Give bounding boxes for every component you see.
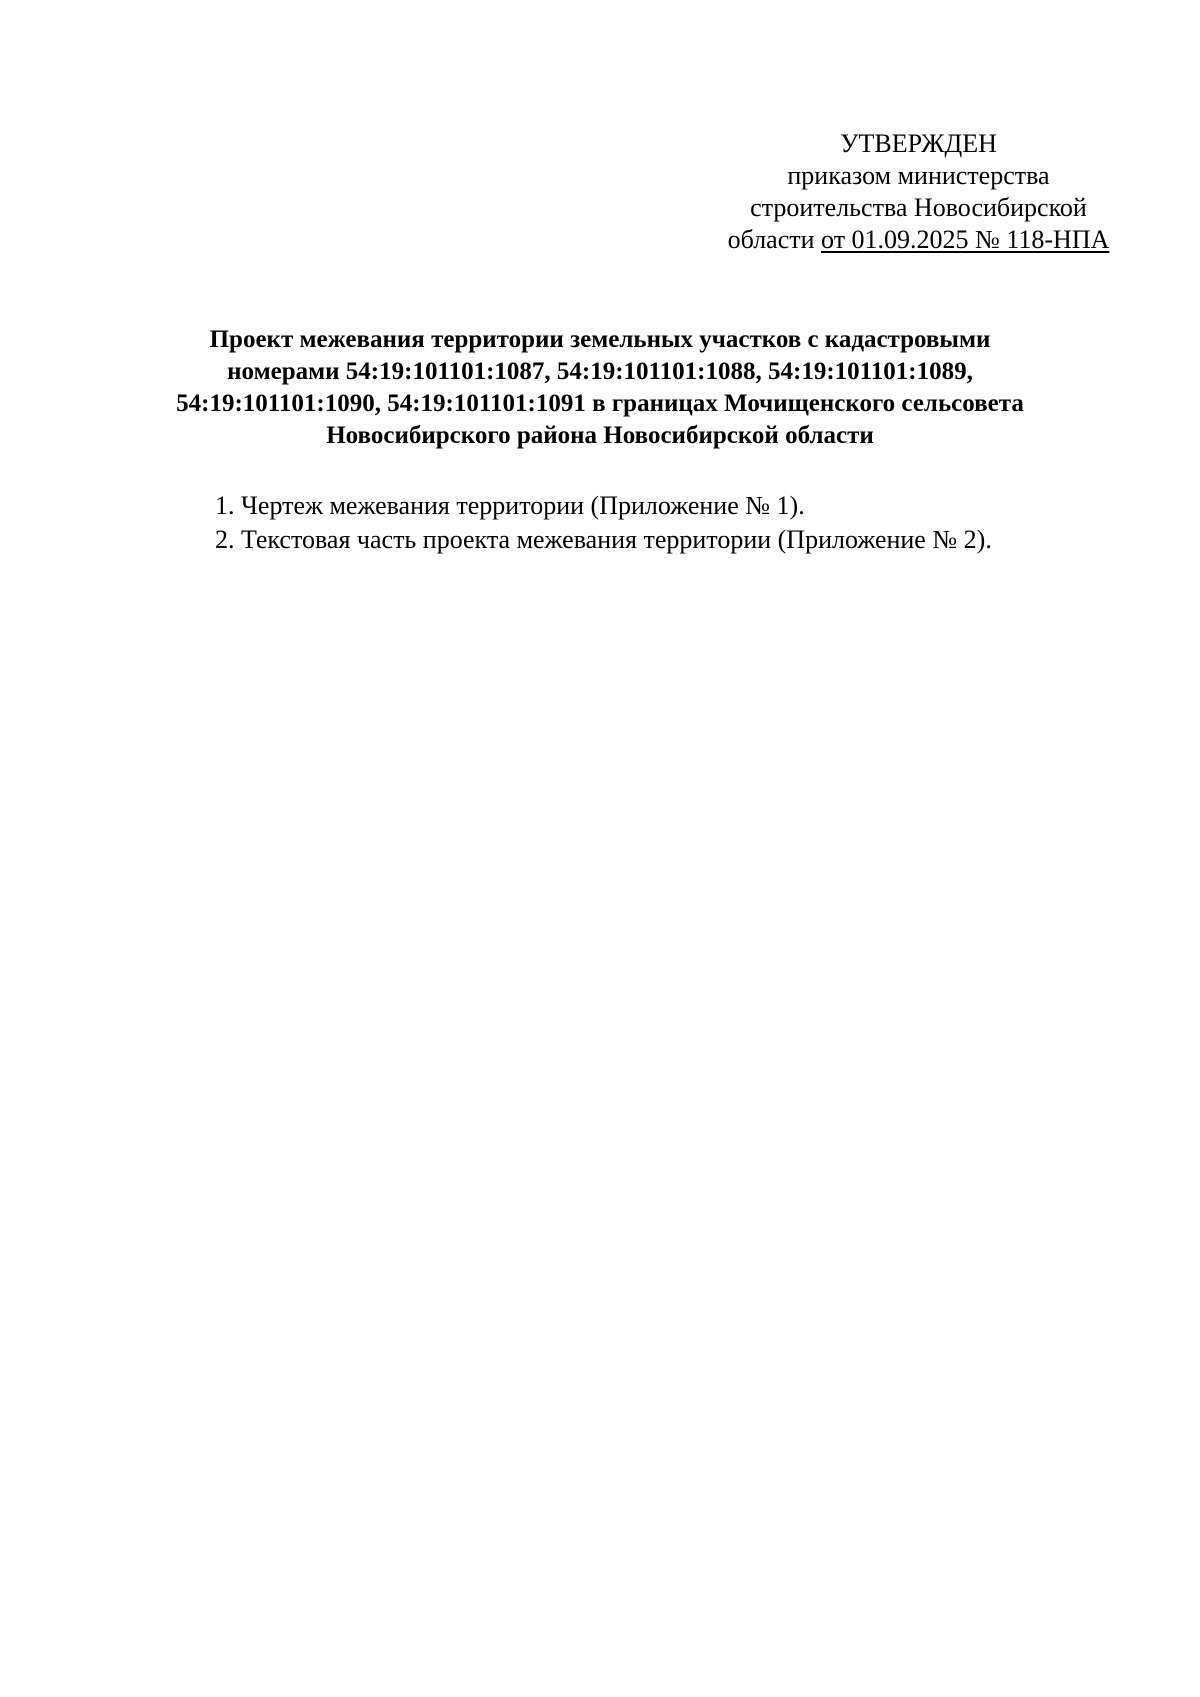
title-line: Новосибирского района Новосибирской области [326,422,874,449]
approval-order-date-number: от 01.09.2025 № 118-НПА [821,225,1110,254]
list-item: 2. Текстовая часть проекта межевания территории (Приложение № 2). [215,525,992,554]
document-title [110,324,1090,452]
title-line: 54:19:101101:1090, 54:19:101101:1091 в границах Мочищенского сельсовета [176,390,1024,417]
approval-order-prefix: области [727,225,822,254]
approval-line: строительства Новосибирской [750,193,1087,222]
approval-line: приказом министерства [787,161,1050,190]
list-item: 1. Чертеж межевания территории (Приложение № 1). [215,491,805,520]
approval-order-line [700,224,1137,256]
title-line: Проект межевания территории земельных участков с кадастровыми [209,326,991,353]
approval-heading: УТВЕРЖДЕН [840,129,997,158]
approval-stamp-block [700,128,1137,256]
contents-list [215,489,1115,557]
title-line: номерами 54:19:101101:1087, 54:19:101101:1088, 54:19:101101:1089, [227,358,973,385]
